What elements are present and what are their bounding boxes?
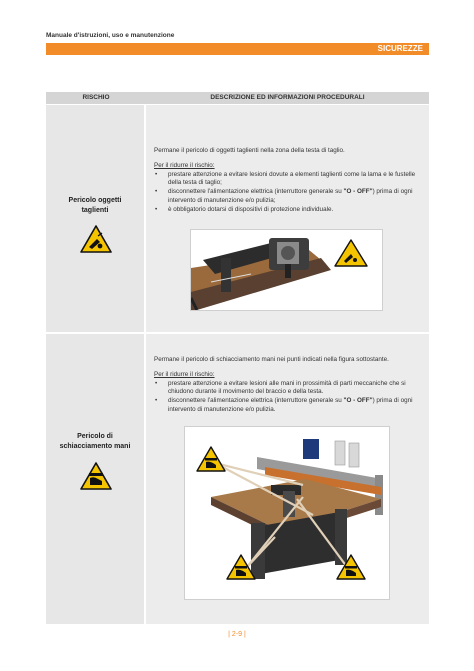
cut-hazard-warning-icon: [80, 225, 112, 253]
machine-crush-points-photo: [184, 426, 390, 600]
list-item: [168, 188, 424, 206]
manual-title: Manuale d'istruzioni, uso e manutenzione: [46, 32, 175, 39]
page-number: | 2-9 |: [228, 631, 246, 638]
col-desc-header: DESCRIZIONE ED INFORMAZIONI PROCEDURALI: [210, 94, 365, 101]
description-intro: Permane il pericolo di oggetti taglienti nella zona della testa di taglio.: [154, 147, 345, 154]
list-item-text: disconnettere l'alimentazione elettrica (interruttore generale su: [168, 188, 344, 196]
list-item: • è obbligatorio dotarsi di dispositivi di protezione individuale.: [168, 206, 424, 215]
description-subtitle: Per il ridurre il rischio:: [154, 161, 215, 169]
risk-name: [46, 196, 144, 216]
section-bar: [46, 43, 429, 55]
table-row: [46, 105, 429, 334]
measure-list: [154, 171, 424, 215]
risk-name-line: taglienti: [81, 207, 109, 214]
risk-cell: [46, 105, 146, 332]
measure-list: [154, 380, 424, 415]
table-header: [46, 92, 429, 105]
description: [154, 147, 424, 215]
crush-hazard-warning-icon: [80, 462, 112, 490]
list-item-text: ) prima di ogni intervento di manutenzione e/o pulizia;: [168, 188, 413, 204]
description-cell: [146, 334, 429, 624]
list-item: • prestare attenzione a evitare lesioni dovute a elementi taglienti come la lama e le fustelle della testa di taglio;: [168, 171, 424, 189]
col-risk-header: RISCHIO: [82, 94, 110, 101]
section-title: SICUREZZE: [377, 44, 423, 53]
description-cell: [146, 105, 429, 332]
off-switch-label: "O - OFF": [343, 397, 373, 405]
list-item: [168, 397, 424, 415]
off-switch-label: "O - OFF": [343, 188, 373, 196]
list-item: • prestare attenzione a evitare lesioni alle mani in prossimità di parti meccaniche che si chiudono durante il movimento del braccio e della testa.: [168, 380, 424, 398]
table-row: [46, 334, 429, 626]
cutting-head-photo: [190, 229, 383, 311]
list-item-text: ) prima di ogni intervento di manutenzione e/o pulizia.: [168, 397, 413, 413]
description-intro: Permane il pericolo di schiacciamento mani nei punti indicati nella figura sottostante.: [154, 356, 389, 363]
risk-name-line: Pericolo di: [77, 433, 113, 440]
risk-name-line: Pericolo oggetti: [68, 197, 122, 204]
list-item-text: disconnettere l'alimentazione elettrica (interruttore generale su: [168, 397, 344, 405]
description-subtitle: Per il ridurre il rischio:: [154, 370, 215, 378]
risk-name: [46, 432, 144, 452]
risk-cell: [46, 334, 146, 624]
risk-name-line: schiacciamento mani: [59, 443, 131, 450]
description: [154, 356, 424, 415]
risk-table: [46, 92, 429, 626]
